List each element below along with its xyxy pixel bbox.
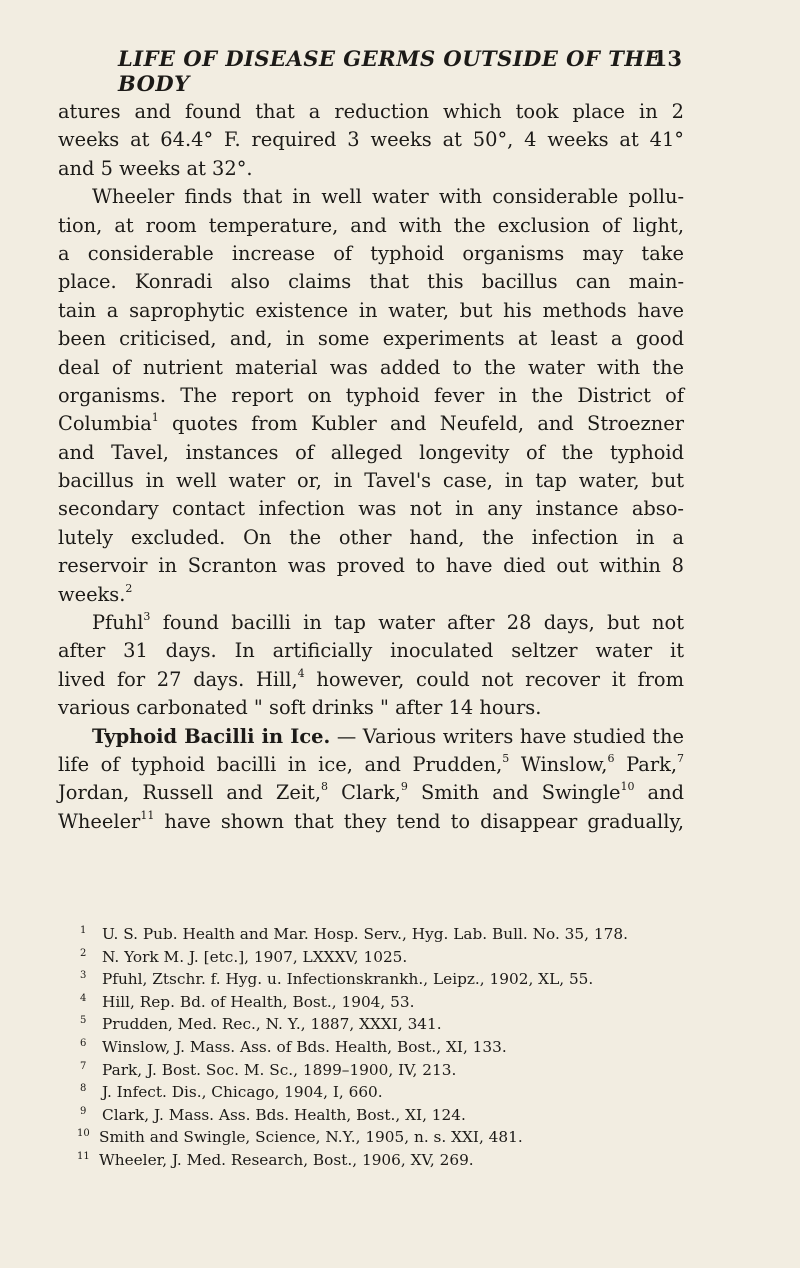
line-text: Smith and Swingle (421, 781, 621, 805)
text-line: been criticised, and, in some experiments at least a good (58, 327, 684, 351)
footnote-mark: 3 (143, 610, 151, 624)
page-header (118, 46, 682, 96)
text-line: weeks at 64.4° F. required 3 weeks at 50°, 4 weeks at 41° (58, 128, 684, 152)
footnote-text: N. York M. J. [etc.], 1907, LXXXV, 1025. (102, 947, 408, 966)
footnote-mark: 9 (400, 780, 408, 794)
line-text: however, could not recover it from (316, 667, 684, 691)
text-line: a considerable increase of typhoid organisms may take (58, 241, 684, 265)
footnote-mark: 8 (321, 780, 329, 794)
section-lead: Typhoid Bacilli in Ice. (92, 724, 331, 748)
footnote: 8 J. Infect. Dis., Chicago, 1904, I, 660. (80, 1083, 383, 1102)
footnote: 10 Smith and Swingle, Science, N.Y., 1905, n. s. XXI, 481. (77, 1128, 523, 1147)
footnote-text: Pfuhl, Ztschr. f. Hyg. u. Infectionskrankh., Leipz., 1902, XL, 55. (102, 970, 594, 989)
text-line (58, 751, 684, 779)
footnote-mark: 2 (125, 581, 133, 595)
text-line (58, 779, 684, 807)
text-line: lutely excluded. On the other hand, the infection in a (58, 525, 684, 549)
footnote: 4 Hill, Rep. Bd. of Health, Bost., 1904, 53. (80, 992, 415, 1011)
footnote: 1 U. S. Pub. Health and Mar. Hosp. Serv., Hyg. Lab. Bull. No. 35, 178. (80, 925, 628, 943)
text-line: place. Konradi also claims that this bacillus can main- (58, 270, 684, 294)
line-text: Clark, (341, 781, 401, 805)
text-line: reservoir in Scranton was proved to have died out within 8 (58, 554, 684, 578)
footnote: 2 N. York M. J. [etc.], 1907, LXXXV, 1025. (80, 947, 408, 966)
footnote-text: Park, J. Bost. Soc. M. Sc., 1899–1900, IV, 213. (102, 1060, 457, 1079)
line-text: Jordan, Russell and Zeit, (58, 781, 322, 805)
footnote-text: Clark, J. Mass. Ass. Bds. Health, Bost., XI, 124. (102, 1105, 466, 1124)
footnote: 5 Prudden, Med. Rec., N. Y., 1887, XXXI, 341. (80, 1015, 442, 1034)
line-text: lived for 27 days. Hill, (58, 667, 298, 691)
footnote-text: Wheeler, J. Med. Research, Bost., 1906, XV, 269. (99, 1150, 474, 1169)
line-text: Park, (626, 752, 677, 776)
line-text: Wheeler (58, 809, 141, 833)
footnote-text: U. S. Pub. Health and Mar. Hosp. Serv., Hyg. Lab. Bull. No. 35, 178. (102, 925, 628, 943)
footnote: 3 Pfuhl, Ztschr. f. Hyg. u. Infectionskrankh., Leipz., 1902, XL, 55. (80, 970, 594, 989)
text-line: atures and found that a reduction which took place in 2 (58, 100, 684, 123)
footnote-mark: 5 (502, 751, 510, 765)
footnote-text: Prudden, Med. Rec., N. Y., 1887, XXXI, 341. (102, 1015, 442, 1034)
footnote: 7 Park, J. Bost. Soc. M. Sc., 1899–1900, IV, 213. (80, 1060, 457, 1079)
line-text: — Various writers have studied the (336, 724, 684, 748)
text-line (58, 666, 684, 694)
text-line: secondary contact infection was not in any instance abso- (58, 497, 684, 521)
text-line: various carbonated " soft drinks " after 14 hours. (58, 696, 542, 720)
footnote-text: Smith and Swingle, Science, N.Y., 1905, n. s. XXI, 481. (99, 1128, 523, 1147)
footnote-mark: 1 (151, 411, 159, 425)
text-line: bacillus in well water or, in Tavel's case, in tap water, but (58, 469, 684, 493)
text-line: tain a saprophytic existence in water, but his methods have (58, 298, 684, 322)
footnote: 9 Clark, J. Mass. Ass. Bds. Health, Bost., XI, 124. (80, 1105, 466, 1124)
line-text: weeks. (58, 582, 126, 606)
running-head: LIFE OF DISEASE GERMS OUTSIDE OF THE BODY (118, 46, 662, 96)
line-text: quotes from Kubler and Neufeld, and Stroezner (172, 412, 684, 436)
footnote-text: J. Infect. Dis., Chicago, 1904, I, 660. (102, 1083, 383, 1102)
line-text: and (647, 781, 685, 805)
footnote: 11 Wheeler, J. Med. Research, Bost., 1906, XV, 269. (77, 1150, 474, 1169)
footnote-mark: 6 (607, 751, 615, 765)
footnote-text: Hill, Rep. Bd. of Health, Bost., 1904, 53. (102, 992, 415, 1011)
text-line: deal of nutrient material was added to the water with the (58, 355, 684, 379)
text-line: and Tavel, instances of alleged longevity of the typhoid (58, 440, 684, 464)
line-text: life of typhoid bacilli in ice, and Prudden, (58, 752, 503, 776)
footnotes (77, 923, 700, 1172)
columbia-word: Columbia (58, 412, 152, 436)
footnote-mark: 4 (297, 666, 305, 680)
text-line (58, 581, 684, 609)
text-line (58, 808, 684, 836)
text-line: and 5 weeks at 32°. (58, 156, 253, 180)
text-line: organisms. The report on typhoid fever in the District of (58, 383, 684, 407)
footnote-mark: 7 (677, 751, 684, 765)
footnote-mark: 10 (620, 780, 635, 794)
text-line (58, 609, 684, 637)
text-line: tion, at room temperature, and with the exclusion of light, (58, 213, 684, 237)
line-text: found bacilli in tap water after 28 days, but not (162, 611, 684, 635)
text-line: Wheeler finds that in well water with considerable pollu- (92, 185, 684, 209)
text-line: after 31 days. In artificially inoculated seltzer water it (58, 639, 684, 663)
text-line (58, 723, 684, 751)
footnote-text: Winslow, J. Mass. Ass. of Bds. Health, Bost., XI, 133. (102, 1037, 507, 1056)
text-line (58, 410, 684, 438)
line-text: have shown that they tend to disappear gradually, (164, 809, 684, 833)
footnote-mark: 11 (140, 808, 155, 822)
footnote: 6 Winslow, J. Mass. Ass. of Bds. Health, Bost., XI, 133. (80, 1037, 507, 1056)
body-text (58, 98, 684, 836)
line-text: Winslow, (520, 752, 608, 776)
page-number: 13 (652, 46, 682, 71)
pfuhl-word: Pfuhl (92, 611, 144, 635)
